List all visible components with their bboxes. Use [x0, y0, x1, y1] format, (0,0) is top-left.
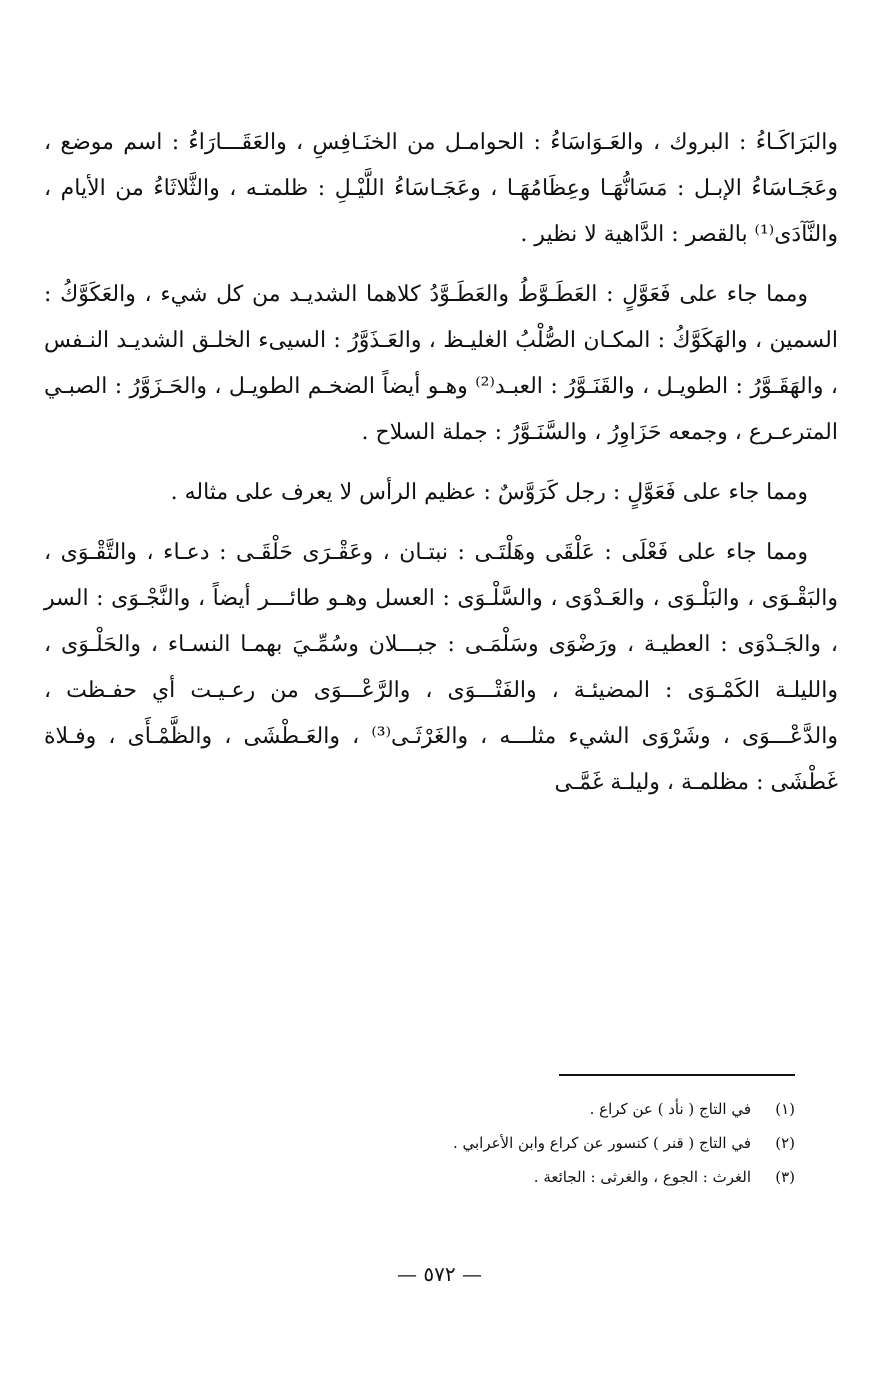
footnote-text: في التاج ( قنر ) كنسور عن كراع وابن الأعرابي .: [452, 1134, 751, 1152]
footnotes: [95, 1092, 795, 1194]
footnote-3: [95, 1160, 795, 1194]
footnote-number: (١): [775, 1100, 795, 1118]
paragraph-4: ومما جاء على فَعْلَى : عَلْقَى وهَلْتَـى : نبتـان ، وعَقْـرَى حَلْقَـى : دعـاء ، والتَّقْـوَى ، والبَقْـوَى ، والبَلْـوَى ، والعَـدْوَى ، والسَّلْـوَى : العسل وهـو طائـــر أيضاً ، والنَّجْـوَى : السر ، والجَـدْوَى : العطيـة ، ورَضْوَى وسَلْمَـى : جبـــلان وسُمِّـيَ بهمـا النسـاء ، والحَلْـوَى ، والليلـة الكَمْـوَى : المضيئـة ، والفَتْـــوَى ، والرَّعْـــوَى من رعـيـت أي حفـظت ، والدَّعْـــوَى ، وشَرْوَى الشيء مثلـــه ، والغَرْثَـى⁽³⁾ ، والعَـطْشَى ، والظَّمْـأَى ، وفـلاة غَطْشَى : مظلمـة ، وليلـة غَمَّـى: [44, 540, 838, 795]
footnote-divider: [559, 1074, 795, 1076]
footnote-number: (٣): [775, 1168, 795, 1186]
footnote-number: (٢): [775, 1134, 795, 1152]
footnote-text: الغرث : الجوع ، والغرثى : الجائعة .: [533, 1168, 751, 1186]
footnote-2: [95, 1126, 795, 1160]
paragraph-2: ومما جاء على فَعَوَّلٍ : العَطَـوَّطُ والعَطَـوَّدُ كلاهما الشديـد من كل شيء ، والعَكَوَّكُ : السمين ، والهَكَوَّكُ : المكـان الصُّلْبُ الغليـظ ، والعَـذَوَّرُ : السيىء الخلـق الشديـد النـفس ، والهَقَـوَّرُ : الطويـل ، والقَنَـوَّرُ : العبـد⁽²⁾ وهـو أيضاً الضخـم الطويـل ، والحَـزَوَّرُ : الصبـي المترعـرع ، وجمعه حَزَاوِرُ ، والسَّنَـوَّرُ : جملة السلاح .: [44, 282, 839, 445]
footnote-text: في التاج ( نأد ) عن كراع .: [589, 1100, 751, 1118]
footnote-1: [95, 1092, 795, 1126]
paragraph-3: ومما جاء على فَعَوَّلٍ : رجل كَرَوَّسٌ : عظيم الرأس لا يعرف على مثاله .: [170, 480, 808, 505]
paragraph-1: والبَرَاكَـاءُ : البروك ، والعَـوَاسَاءُ : الحوامـل من الخنَـافِسِ ، والعَقَـــارَاءُ : اسم موضع ، وعَجَـاسَاءُ الإبـل : مَسَانُّهَـا وعِظَامُهَـا ، وعَجَـاسَاءُ اللَّيْـلِ : ظلمتـه ، والثَّلاثَاءُ من الأيام ، والنَّآدَى⁽¹⁾ بالقصر : الدَّاهية لا نظير .: [44, 130, 838, 247]
main-text: [44, 120, 838, 820]
page-number: — ٥٧٢ —: [397, 1262, 482, 1286]
